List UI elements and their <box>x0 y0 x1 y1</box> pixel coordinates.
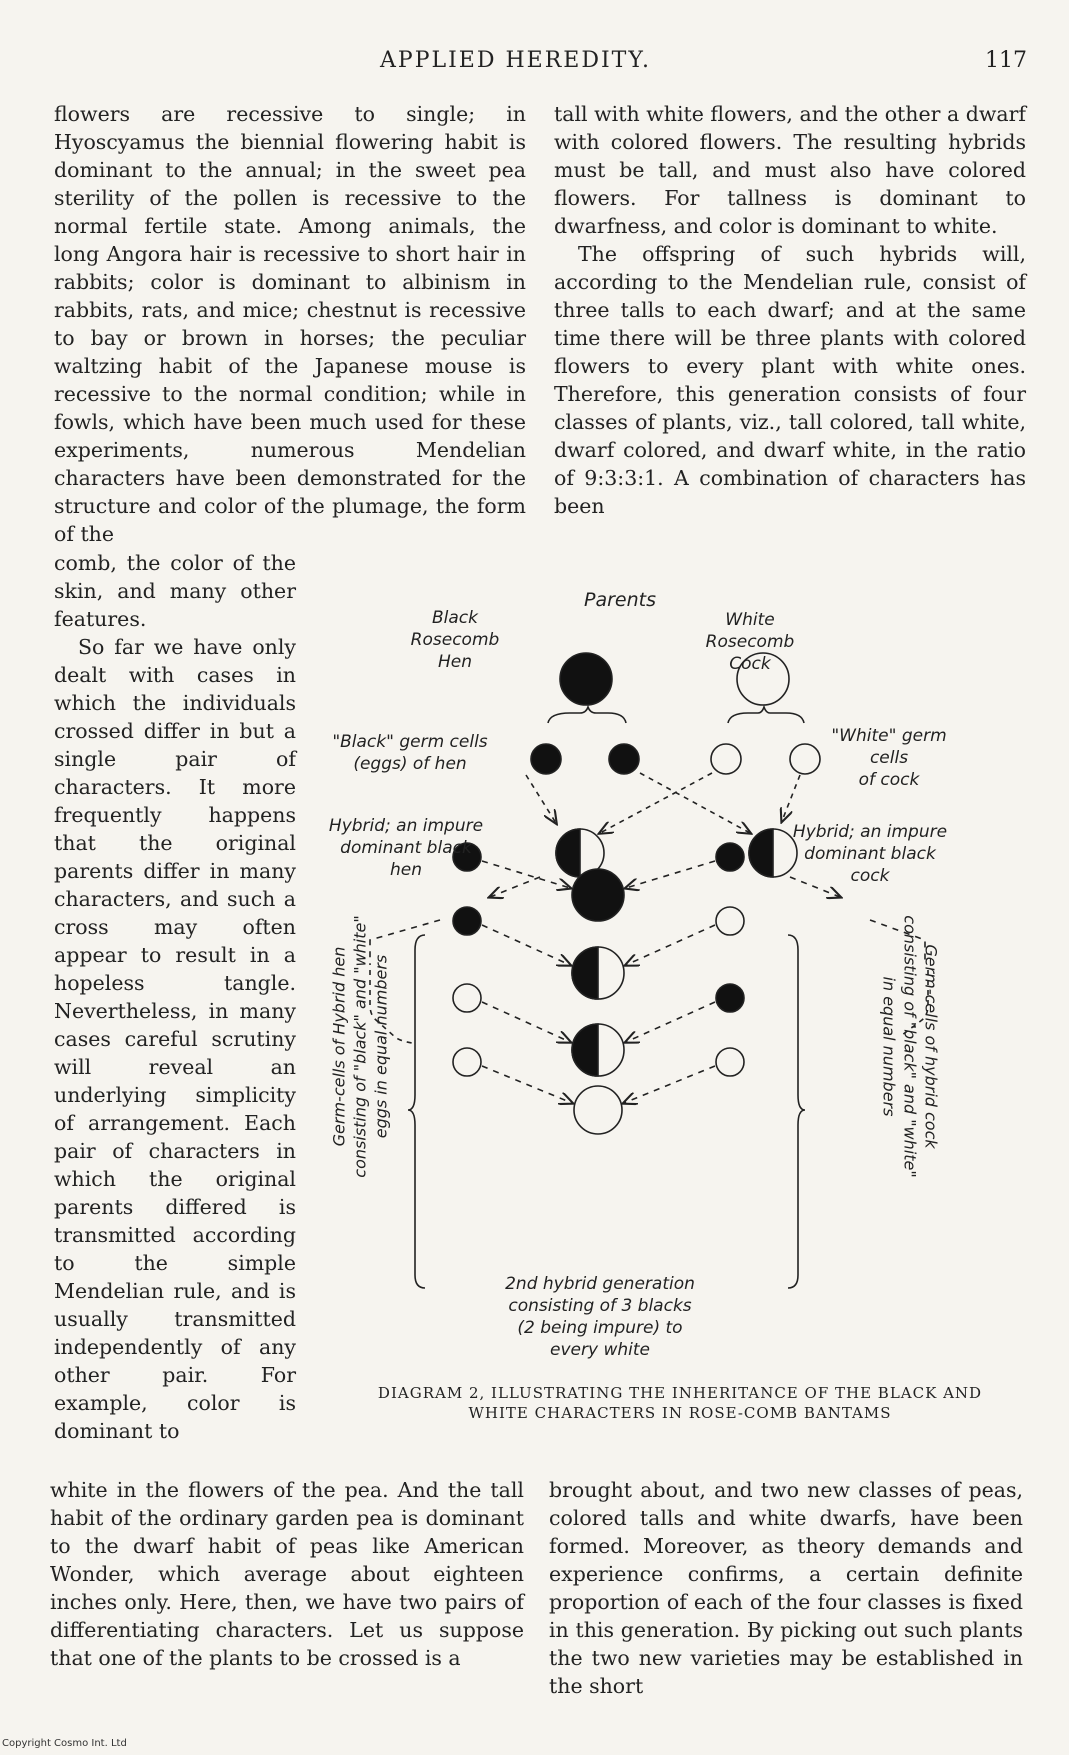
cock-germ-cells-label <box>814 725 964 791</box>
hybrid-cock-label <box>790 821 950 887</box>
label-line: White <box>725 610 775 630</box>
inheritance-diagram <box>328 589 1030 1395</box>
cock-germ-cells-vertical-label <box>879 897 942 1197</box>
parents-label: Parents <box>584 589 656 611</box>
label-line: Germ-cells of hybrid cock <box>921 944 941 1149</box>
right-column-top <box>554 100 1026 520</box>
page-number: 117 <box>985 48 1027 73</box>
running-head: APPLIED HEREDITY. <box>380 48 652 73</box>
right-column-bottom <box>549 1476 1023 1700</box>
left-column-top <box>54 100 526 548</box>
label-line: Cock <box>729 654 771 674</box>
label-line: consisting of "black" and "white" <box>900 915 920 1178</box>
label-line: every white <box>550 1340 650 1360</box>
hybrid-hen-label <box>326 815 486 881</box>
black-hen-parent <box>560 653 612 705</box>
label-line: Hen <box>437 652 473 672</box>
label-line: (eggs) of hen <box>353 754 467 774</box>
second-generation-label <box>500 1273 700 1361</box>
cock-germ-black-1 <box>716 843 744 871</box>
label-line: Rosecomb <box>705 632 795 652</box>
label-line: of cock <box>858 770 920 790</box>
label-line: Black <box>432 608 478 628</box>
cock-germ-white-1 <box>716 907 744 935</box>
white-cock-label <box>685 609 815 675</box>
hen-germ-cells-label <box>330 731 490 775</box>
caption-line: DIAGRAM 2, ILLUSTRATING THE INHERITANCE OF THE BLACK AND <box>377 1384 983 1402</box>
label-line: hen <box>389 860 422 880</box>
label-line: (2 being impure) to <box>517 1318 683 1338</box>
label-line: 2nd hybrid generation <box>505 1274 695 1294</box>
paragraph: The offspring of such hybrids will, according to the Mendelian rule, consist of three talls to each dwarf; and at the same time there will be three plants with colored flowers to every plant with white ones. Therefore, this generation consists of four classes of plants, viz., tall colored, tall white, dwarf colored, and dwarf white, in the ratio of 9:3:3:1. A combination of characters has been <box>554 242 1026 518</box>
narrow-column <box>54 549 296 1445</box>
caption-line: WHITE CHARACTERS IN ROSE-COMB BANTAMS <box>468 1404 892 1422</box>
offspring-white <box>574 1086 622 1134</box>
left-column-bottom <box>50 1476 524 1672</box>
cock-brace <box>728 707 804 723</box>
hen-germ-white-2 <box>453 1048 481 1076</box>
cock-germ-white-2 <box>716 1048 744 1076</box>
offspring-pure-black <box>572 869 624 921</box>
label-line: dominant black <box>340 838 472 858</box>
cock-germ-black-2 <box>716 984 744 1012</box>
hen-germ-black-2 <box>453 907 481 935</box>
label-line: in equal numbers <box>879 976 899 1117</box>
hen-germ-cell-1 <box>531 744 561 774</box>
paragraph: So far we have only dealt with cases in which the individuals crossed differ in but a single pair of characters. It more frequently happens that the original parents differ in many characters, and such a cross may often appear to result in a hopeless tangle. Nevertheless, in many cases careful scrutiny will reveal an underlying simplicity of arrangement. Each pair of characters in which the original parents differed is transmitted according to the simple Mendelian rule, and is usually transmitted independently of any other pair. For example, color is dominant to <box>54 635 296 1443</box>
label-line: "Black" germ cells <box>332 732 488 752</box>
label-line: dominant black <box>804 844 936 864</box>
black-hen-label <box>390 607 520 673</box>
label-line: Hybrid; an impure <box>792 822 948 842</box>
label-line: Germ-cells of Hybrid hen <box>329 946 349 1147</box>
copyright-notice: Copyright Cosmo Int. Ltd <box>2 1738 127 1749</box>
paragraph: comb, the color of the skin, and many other features. <box>54 551 296 631</box>
hen-germ-cell-2 <box>609 744 639 774</box>
hen-germ-white-1 <box>453 984 481 1012</box>
hen-germ-cells-vertical-label <box>329 897 392 1197</box>
paragraph: brought about, and two new classes of peas, colored talls and white dwarfs, have been formed. Moreover, as theory demands and experience confirms, a certain definite proportion of each of the four classes is fixed in this generation. By picking out such plants the two new varieties may be established in the short <box>549 1478 1023 1698</box>
label-line: Rosecomb <box>410 630 500 650</box>
label-line: eggs in equal numbers <box>371 954 391 1139</box>
figure-caption <box>330 1383 1030 1423</box>
label-line: Hybrid; an impure <box>328 816 484 836</box>
label-line: consisting of 3 blacks <box>508 1296 692 1316</box>
cock-germ-cell-1 <box>711 744 741 774</box>
paragraph: tall with white flowers, and the other a dwarf with colored flowers. The resulting hybrids must be tall, and must also have colored flowers. For tallness is dominant to dwarfness, and color is dominant to white. <box>554 102 1026 238</box>
paragraph: white in the flowers of the pea. And the tall habit of the ordinary garden pea is dominant to the dwarf habit of peas like American Wonder, which average about eighteen inches only. Here, then, we have two pairs of differentiating characters. Let us suppose that one of the plants to be crossed is a <box>50 1478 524 1670</box>
paragraph: flowers are recessive to single; in Hyoscyamus the biennial flowering habit is dominant to the annual; in the sweet pea sterility of the pollen is recessive to the normal fertile state. Among animals, the long Angora hair is recessive to short hair in rabbits; color is dominant to albinism in rabbits, rats, and mice; chestnut is recessive to bay or brown in horses; the peculiar waltzing habit of the Japanese mouse is recessive to the normal condition; while in fowls, which have been much used for these experiments, numerous Mendelian characters have been demonstrated for the structure and color of the plumage, the form of the <box>54 102 526 546</box>
label-line: consisting of "black" and "white" <box>350 915 370 1178</box>
hen-brace <box>548 707 626 723</box>
label-line: cock <box>850 866 890 886</box>
label-line: "White" germ cells <box>831 726 947 768</box>
